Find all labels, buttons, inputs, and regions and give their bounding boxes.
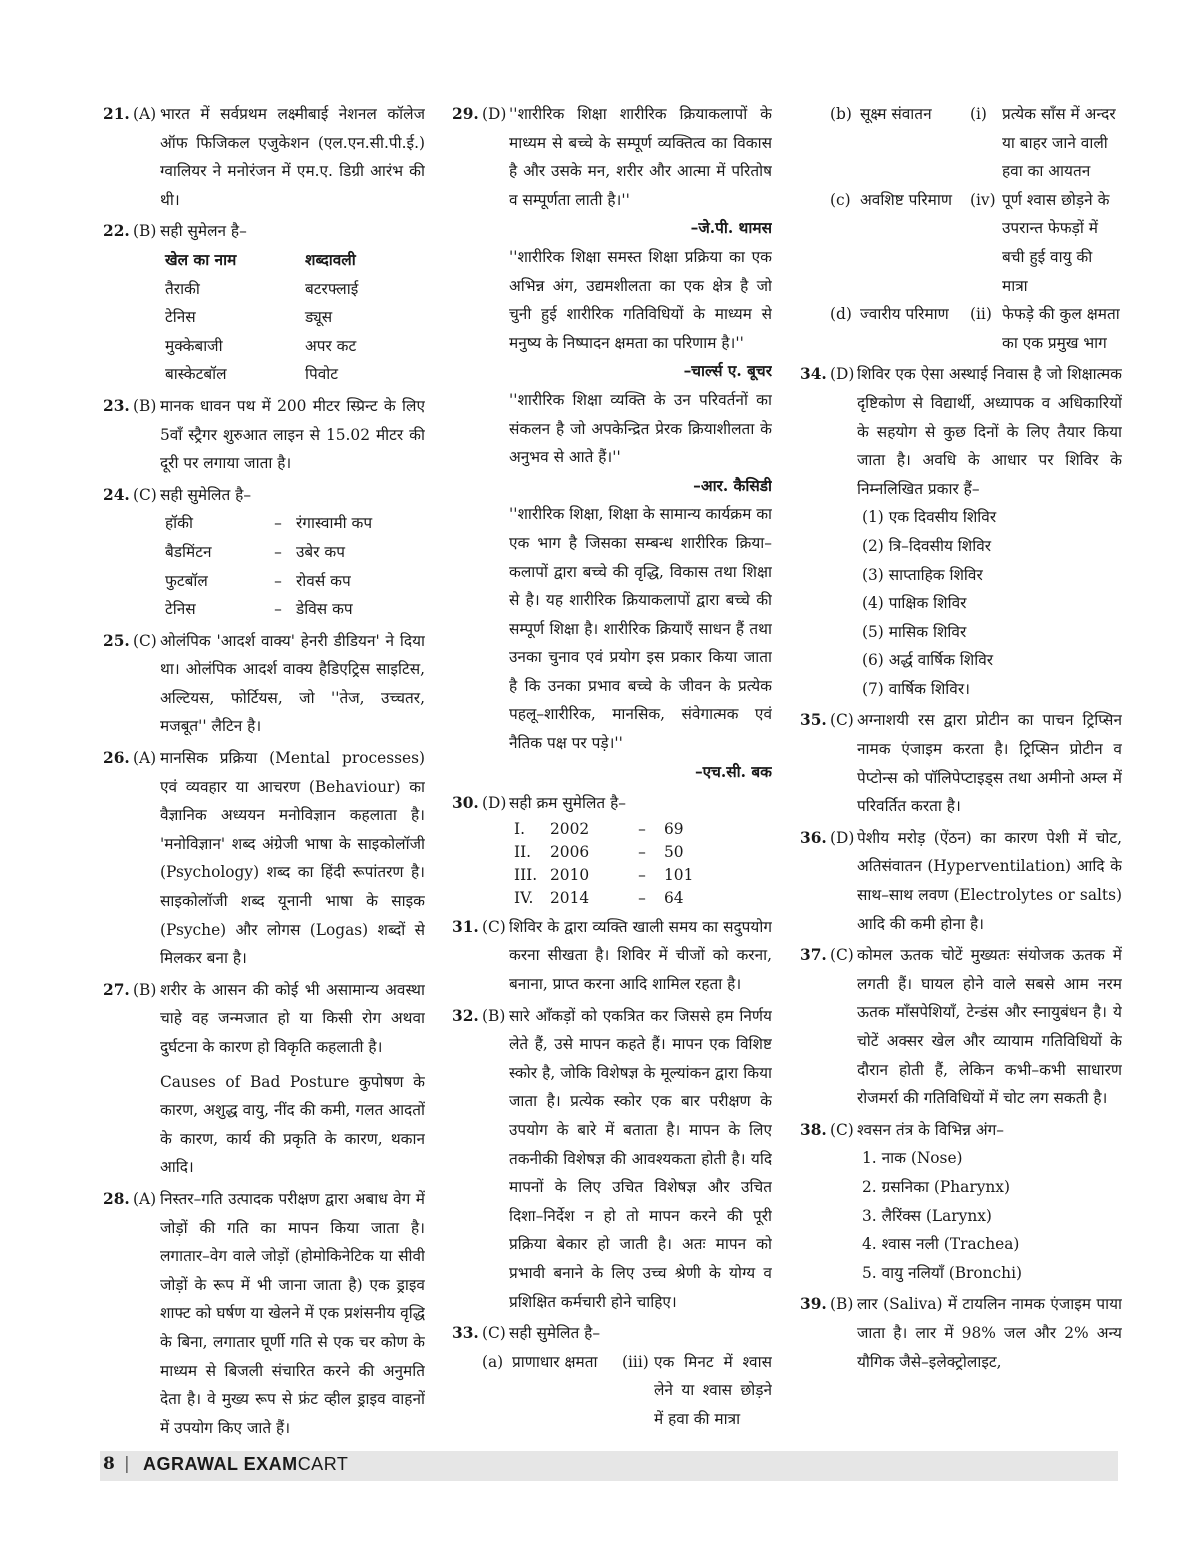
question-36: 36. (D) पेशीय मरोड़ (ऐंठन) का कारण पेशी में चोट, अतिसंवातन (Hyperventilation) आदि के साथ–साथ लवण (Electrolytes or salts) आदि की कमी होना है। xyxy=(800,828,1122,933)
match-row-d: (d) ज्वारीय परिमाण (ii) फेफड़े की कुल क्षमता का एक प्रमुख भाग xyxy=(830,305,1120,352)
list-item: (4) पाक्षिक शिविर xyxy=(862,594,967,613)
quote-author: –आर. कैसिडी xyxy=(693,476,772,495)
question-39: 39. (B) लार (Saliva) में टायलिन नामक एंजाइम पाया जाता है। लार में 98% जल और 2% अन्य यौगिक जैसे–इलेक्ट्रोलाइट, xyxy=(800,1295,1122,1371)
quote-author: –जे.पी. थामस xyxy=(690,219,772,238)
question-24: 24. (C) सही सुमेलित है– हॉकी – रंगास्वामी कप बैडमिंटन – उबेर कप फुटबॉल – रोवर्स कप टेनिस – डेविस कप xyxy=(103,481,425,624)
list-item: 1. नाक (Nose) xyxy=(862,1149,963,1168)
question-33: 33. (C) सही सुमेलित है– (a) प्राणाधार क्षमता (iii) एक मिनट में श्वास लेने या श्वास छोड़ने में हवा की मात्रा xyxy=(452,1319,772,1433)
question-27: 27. (B) शरीर के आसन की कोई भी असामान्य अवस्था चाहे वह जन्मजात हो या किसी रोग अथवा दुर्घटना के कारण हो विकृति कहलाती है। Causes of Bad Posture कुपोषण के कारण, अशुद्ध वायु, नींद की कमी, गलत आदतों के कारण, कार्य की प्रकृति के कारण, थकान आदि। xyxy=(103,980,425,1177)
page-footer xyxy=(100,1451,1118,1481)
list-item: (7) वार्षिक शिविर। xyxy=(862,679,970,698)
question-30: 30. (D) सही क्रम सुमेलित है– I. 2002 – 69 II. 2006 – 50 III. 2010 – 101 IV. 2014 – 64 xyxy=(452,789,772,910)
question-25: 25. (C) ओलंपिक 'आदर्श वाक्य' हेनरी डीडियन' ने दिया था। ओलंपिक आदर्श वाक्य हैडिएट्रिस साइटिस, अल्टियस, फोर्टियस, जो ''तेज, उच्चतर, मजबूत'' लैटिन है। xyxy=(103,631,425,736)
question-31: 31. (C) शिविर के द्वारा व्यक्ति खाली समय का सदुपयोग करना सीखता है। शिविर में चीजों को करना, बनाना, प्राप्त करना आदि शामिल रहता है। xyxy=(452,917,772,994)
list-item: (3) साप्ताहिक शिविर xyxy=(862,565,983,584)
brand-logo: AGRAWAL EXAMCART xyxy=(143,1454,349,1474)
page-number: 8 xyxy=(103,1454,115,1474)
question-32: 32. (B) सारे आँकड़ों को एकत्रित कर जिससे हम निर्णय लेते हैं, उसे मापन कहते हैं। मापन एक विशिष्ट स्कोर है, जोकि विशेषज्ञ के मूल्यांकन द्वारा किया जाता है। प्रत्येक स्कोर एक बार परीक्षण के उपयोग के बारे में बताता है। मापन के लिए तकनीकी विशेषज्ञ की आवश्यकता होती है। यदि मापनों के लिए उचित विशेषज्ञ और उचित दिशा–निर्देश न हो तो मापन करने की पूरी प्रक्रिया बेकार हो जाती है। अतः मापन को प्रभावी बनाने के लिए उच्च श्रेणी के योग्य व प्रशिक्षित कर्मचारी होने चाहिए। xyxy=(452,1006,772,1311)
order-table-30: I. 2002 – 69 II. 2006 – 50 III. 2010 – 101 IV. 2014 – 64 xyxy=(514,819,694,907)
match-table-24: हॉकी – रंगास्वामी कप बैडमिंटन – उबेर कप फुटबॉल – रोवर्स कप टेनिस – डेविस कप xyxy=(165,514,373,619)
match-row-b: (b) सूक्ष्म संवातन (i) प्रत्येक साँस में अन्दर या बाहर जाने वाली हवा का आयतन xyxy=(830,105,1116,181)
camp-types-list xyxy=(862,503,1122,703)
question-22: 22. (B) सही सुमेलन है– खेल का नाम शब्दावली तैराकी बटरफ्लाई टेनिस ड्यूस मुक्केबाजी अपर कट बास्केटबॉल पिवोट xyxy=(103,217,425,389)
match-row-a: (a) प्राणाधार क्षमता (iii) एक मिनट में श्वास लेने या श्वास छोड़ने में हवा की मात्रा xyxy=(482,1352,772,1428)
column-2 xyxy=(452,100,772,1437)
list-item: (2) त्रि–दिवसीय शिविर xyxy=(862,536,992,555)
question-38: 38. (C) श्वसन तंत्र के विभिन्न अंग– 1. नाक (Nose) 2. ग्रसनिका (Pharynx) 3. लैरिंक्स (Larynx) 4. श्वास नली (Trachea) 5. वायु नलियाँ (Bronchi) xyxy=(800,1116,1122,1288)
quote-author: –चार्ल्स ए. बूचर xyxy=(683,362,772,381)
list-item: 4. श्वास नली (Trachea) xyxy=(862,1235,1020,1254)
footer-separator: | xyxy=(124,1454,130,1474)
question-37: 37. (C) कोमल ऊतक चोटें मुख्यतः संयोजक ऊतक में लगती हैं। घायल होने वाले सबसे आम नरम ऊतक माँसपेशियाँ, टेन्डंस और स्नायुबंधन है। ये चोटें अक्सर खेल और व्यायाम गतिविधियों के दौरान होती हैं, लेकिन कभी–कभी साधारण रोजमर्रा की गतिविधियों में चोट लग सकती है। xyxy=(800,946,1122,1108)
match-row-c: (c) अवशिष्ट परिमाण (iv) पूर्ण श्वास छोड़ने के उपरान्त फेफड़ों में बची हुई वायु की मात्रा xyxy=(830,190,1110,295)
list-item: (6) अर्द्ध वार्षिक शिविर xyxy=(862,651,994,670)
match-table-22: खेल का नाम शब्दावली तैराकी बटरफ्लाई टेनिस ड्यूस मुक्केबाजी अपर कट बास्केटबॉल पिवोट xyxy=(165,250,359,384)
list-item: (5) मासिक शिविर xyxy=(862,622,967,641)
list-item: 5. वायु नलियाँ (Bronchi) xyxy=(862,1263,1023,1282)
respiratory-organs-list xyxy=(862,1144,1122,1287)
list-item: 3. लैरिंक्स (Larynx) xyxy=(862,1206,992,1225)
question-35: 35. (C) अग्नाशयी रस द्वारा प्रोटीन का पाचन ट्रिप्सिन नामक एंजाइम करता है। ट्रिप्सिन प्रोटीन व पेप्टोन्स को पॉलिपेप्टाइड्स तथा अमीनो अम्ल में परिवर्तित करता है। xyxy=(800,711,1122,816)
column-3 xyxy=(800,100,1122,1379)
column-1 xyxy=(103,100,425,1445)
question-23: 23. (B) मानक धावन पथ में 200 मीटर स्प्रिन्ट के लिए 5वाँ स्ट्रैगर शुरुआत लाइन से 15.02 मीटर की दूरी पर लगाया जाता है। xyxy=(103,396,425,473)
question-26: 26. (A) मानसिक प्रक्रिया (Mental processes) एवं व्यवहार या आचरण (Behaviour) का वैज्ञानिक अध्ययन मनोविज्ञान कहलाता है। 'मनोविज्ञान' शब्द अंग्रेजी भाषा के साइकोलॉजी (Psychology) शब्द का हिंदी रूपांतरण है। साइकोलॉजी शब्द यूनानी भाषा के साइक (Psyche) और लोगस (Logas) शब्दों से मिलकर बना है। xyxy=(103,749,425,968)
question-28: 28. (A) निस्तर–गति उत्पादक परीक्षण द्वारा अबाध वेग में जोड़ों की गति का मापन किया जाता है। लगातार–वेग वाले जोड़ों (होमोकिनेटिक या सीवी जोड़ों के रूप में भी जाना जाता है) एक ड्राइव शाफ्ट को घर्षण या खेलने में एक प्रशंसनीय वृद्धि के बिना, लगातार घूर्णी गति से एक चर कोण के माध्यम से बिजली संचारित करने की अनुमति देता है। वे मुख्य रूप से फ्रंट व्हील ड्राइव वाहनों में उपयोग किए जाते हैं। xyxy=(103,1189,425,1437)
question-34: 34. (D) शिविर एक ऐसा अस्थाई निवास है जो शिक्षात्मक दृष्टिकोण से विद्यार्थी, अध्यापक व अधिकारियों के सहयोग से कुछ दिनों के लिए तैयार किया जाता है। अवधि के आधार पर शिविर के निम्नलिखित प्रकार हैं– (1) एक दिवसीय शिविर (2) त्रि–दिवसीय शिविर (3) साप्ताहिक शिविर (4) पाक्षिक शिविर (5) मासिक शिविर (6) अर्द्ध वार्षिक शिविर (7) वार्षिक शिविर। xyxy=(800,360,1122,703)
question-29: 29. (D) ''शारीरिक शिक्षा शारीरिक क्रियाकलापों के माध्यम से बच्चे के सम्पूर्ण व्यक्तित्व का विकास है और उसके मन, शरीर और आत्मा में परितोष व सम्पूर्णता लाती है।'' –जे.पी. थामस ''शारीरिक शिक्षा समस्त शिक्षा प्रक्रिया का एक अभिन्न अंग, उद्यमशीलता का एक क्षेत्र है जो चुनी हुई शारीरिक गतिविधियों के माध्यम से मनुष्य के निष्पादन क्षमता का परिणाम है।'' –चार्ल्स ए. बूचर ''शारीरिक शिक्षा व्यक्ति के उन परिवर्तनों का संकलन है जो अपकेन्द्रित प्रेरक क्रियाशीलता के अनुभव से आते हैं।'' –आर. कैसिडी ''शारीरिक शिक्षा, शिक्षा के सामान्य कार्यक्रम का एक भाग है जिसका सम्बन्ध शारीरिक क्रिया–कलापों द्वारा बच्चे की वृद्धि, विकास तथा शिक्षा से है। यह शारीरिक क्रियाकलापों द्वारा बच्चे की सम्पूर्ण शिक्षा है। शारीरिक क्रियाएँ साधन हैं तथा उनका चुनाव एवं प्रयोग इस प्रकार किया जाता है कि उनका प्रभाव बच्चे के जीवन के प्रत्येक पहलू–शारीरिक, मानसिक, संवेगात्मक एवं नैतिक पक्ष पर पड़े।'' –एच.सी. बक xyxy=(452,100,772,786)
list-item: (1) एक दिवसीय शिविर xyxy=(862,508,997,527)
quote-author: –एच.सी. बक xyxy=(694,762,772,781)
question-21: 21. (A) भारत में सर्वप्रथम लक्ष्मीबाई नेशनल कॉलेज ऑफ फिजिकल एजुकेशन (एल.एन.सी.पी.ई.) ग्वालियर ने मनोरंजन में एम.ए. डिग्री आरंभ की थी। xyxy=(103,105,425,209)
list-item: 2. ग्रसनिका (Pharynx) xyxy=(862,1177,1010,1196)
question-33-continued xyxy=(800,100,1122,357)
